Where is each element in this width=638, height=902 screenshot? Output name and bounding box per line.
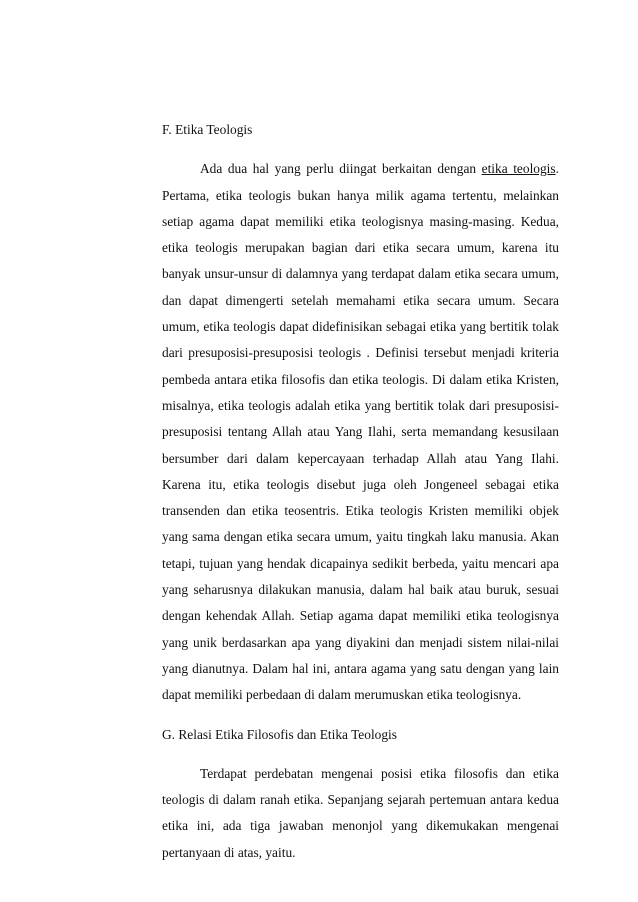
section-g-heading: G. Relasi Etika Filosofis dan Etika Teologis: [162, 726, 397, 742]
section-g-paragraph: Terdapat perdebatan mengenai posisi etika filosofis dan etika teologis di dalam ranah etika. Sepanjang sejarah pertemuan antara kedua etika ini, ada tiga jawaban menonjol yang dikemukakan mengenai pertanyaan di atas, yaitu.: [162, 765, 559, 860]
page-content: [162, 117, 559, 866]
section-f-heading: F. Etika Teologis: [162, 122, 253, 137]
etika-teologis-link[interactable]: etika teologis: [481, 161, 556, 177]
section-f-paragraph: [162, 156, 559, 708]
section-f-paragraph-rest: . Pertama, etika teologis bukan hanya milik agama tertentu, melainkan setiap agama dapat memiliki etika teologisnya masing-masing. Kedua, etika teologis merupakan bagian dari etika secara umum, karena itu banyak unsur-unsur di dalamnya yang terdapat dalam etika secara umum, dan dapat dimengerti setelah memahami etika secara umum. Secara umum, etika teologis dapat didefinisikan sebagai etika yang bertitik tolak dari presuposisi-presuposisi teologis . Definisi tersebut menjadi kriteria pembeda antara etika filosofis dan etika teologis. Di dalam etika Kristen, misalnya, etika teologis adalah etika yang bertitik tolak dari presuposisi-presuposisi tentang Allah atau Yang Ilahi, serta memandang kesusilaan bersumber dari dalam kepercayaan terhadap Allah atau Yang Ilahi. Karena itu, etika teologis disebut juga oleh Jongeneel sebagai etika transenden dan etika teosentris. Etika teologis Kristen memiliki objek yang sama dengan etika secara umum, yaitu tingkah laku manusia. Akan tetapi, tujuan yang hendak dicapainya sedikit berbeda, yaitu mencari apa yang seharusnya dilakukan manusia, dalam hal baik atau buruk, sesuai dengan kehendak Allah. Setiap agama dapat memiliki etika teologisnya yang unik berdasarkan apa yang diyakini dan menjadi sistem nilai-nilai yang dianutnya. Dalam hal ini, antara agama yang satu dengan yang lain dapat memiliki perbedaan di dalam merumuskan etika teologisnya.: [162, 161, 559, 703]
section-f-paragraph-lead: Ada dua hal yang perlu diingat berkaitan dengan: [200, 161, 482, 177]
